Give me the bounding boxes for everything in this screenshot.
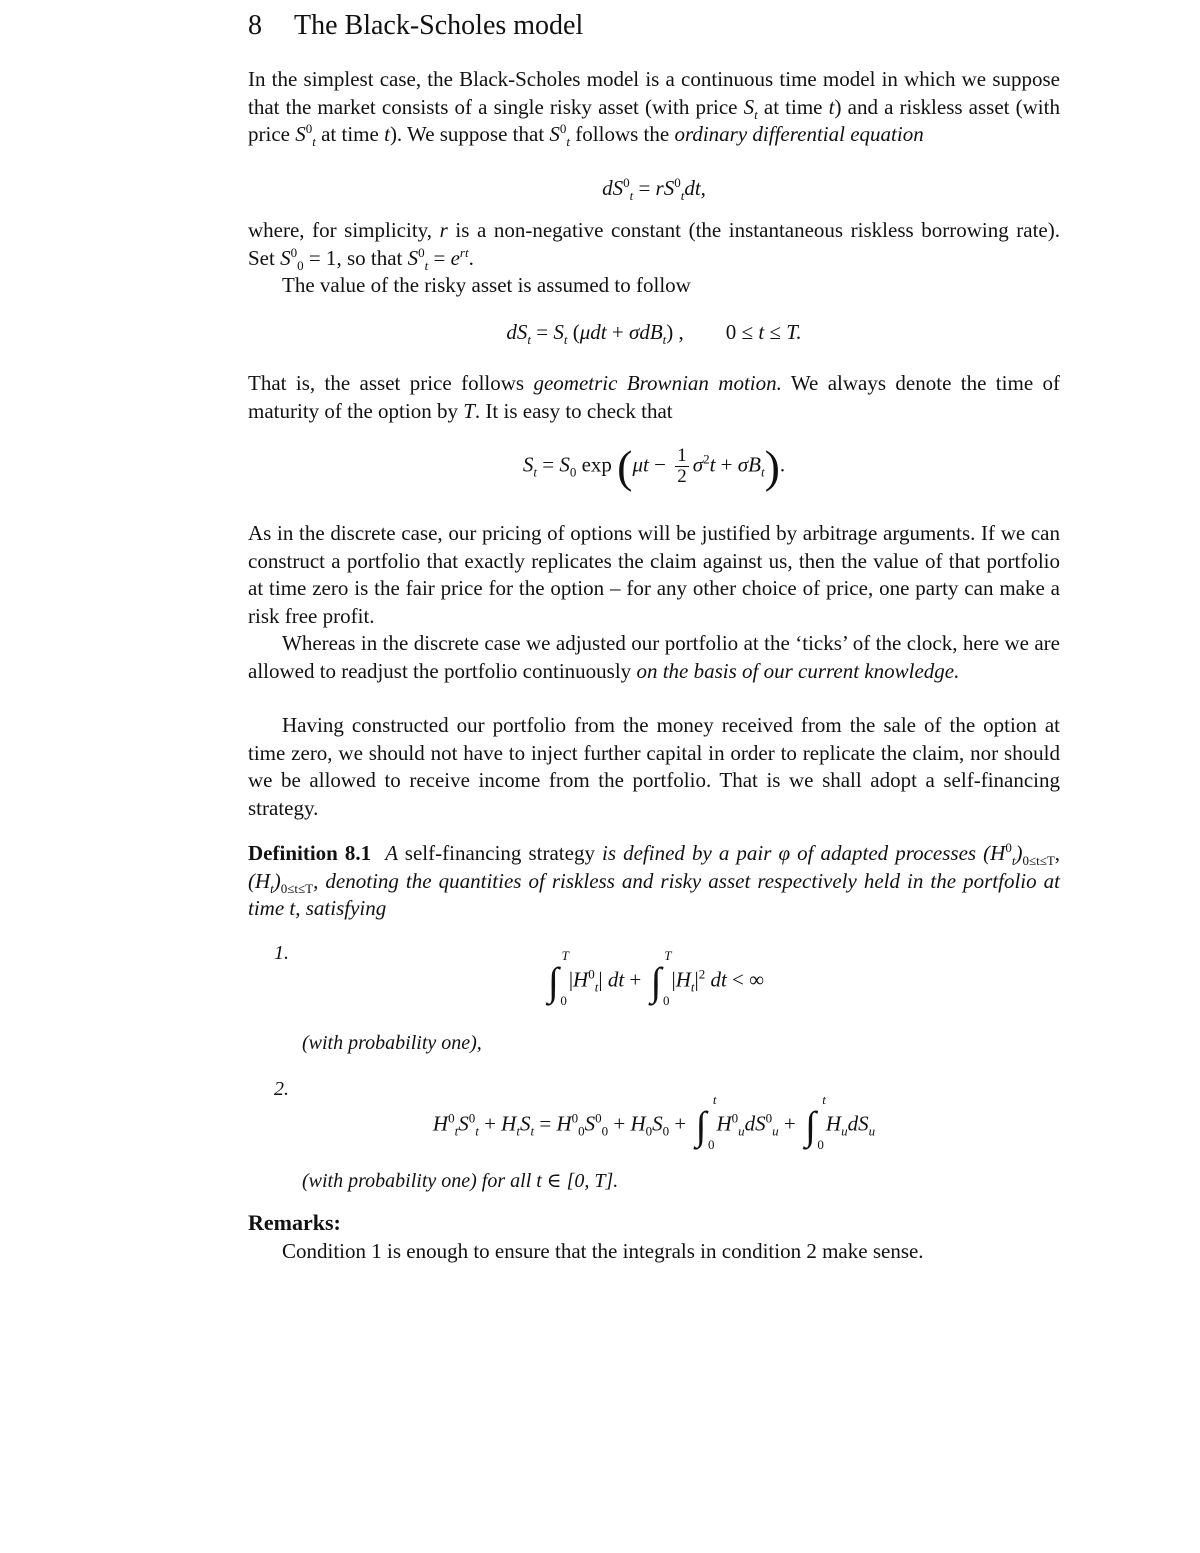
equation-gbm-solution: $S_t = S_0$ exp (μt − $\frac{1}{2}$ $\sigma^2t + \sigma B_t$). [522, 441, 786, 492]
paragraph-self-financing: Having constructed our portfolio from the money received from the sale of the option at time zero, we should not have to inject further capital in order to replicate the claim, nor should we be allowed to receive income from the portfolio. That is we shall adopt a self-financing strategy. [248, 713, 1060, 820]
remarks-heading: Remarks: [248, 1210, 341, 1235]
condition-1-formula: ∫ T 0 $|H^0_t|$ dt + ∫ T 0 $|H_t|^2$ dt < ∞ [547, 948, 765, 1008]
remarks-text: Condition 1 is enough to ensure that the integrals in condition 2 make sense. [282, 1239, 924, 1263]
condition-number-2: 2. [274, 1078, 289, 1100]
condition-1-note: (with probability one), [302, 1032, 482, 1054]
condition-number-1: 1. [274, 942, 289, 964]
definition-label: Definition 8.1 [248, 841, 372, 865]
paragraph-intro: In the simplest case, the Black-Scholes model is a continuous time model in which we suppose that the market consists of a single risky asset (with price $S_t$ at time t) and a riskless asset (with price $S^0_t$ at time t). We suppose that $S^0_t$ follows the ordinary differential equation [248, 67, 1060, 150]
definition-8-1: Definition 8.1 A self-financing strategy is defined by a pair φ of adapted processes $(H^0_t)_{0\le t\le T}$, $(H_t)_{0\le t\le T}$, denoting the quantities of riskless and risky asset respectively held in the portfolio at time t, satisfying [248, 840, 1061, 920]
paragraph-continuous-trading: Whereas in the discrete case we adjusted our portfolio at the ‘ticks’ of the clock, here we are allowed to readjust the portfolio continuously on the basis of our current knowledge. [248, 631, 1060, 683]
equation-gbm-sde: $dS_t = S_t$ (μdt + σdB$_t$) , 0 ≤ t ≤ T. [506, 320, 802, 348]
equation-riskless-ode: $dS^0_t = rS^0_tdt$, [602, 175, 706, 204]
section-title: The Black-Scholes model [294, 10, 584, 41]
emphasis-gbm: geometric Brownian motion. [533, 371, 782, 395]
paragraph-gbm: That is, the asset price follows geometric Brownian motion. We always denote the time of maturity of the option by T. It is easy to check that [248, 371, 1061, 423]
paragraph-risky-asset: The value of the risky asset is assumed to follow [282, 273, 691, 297]
section-heading [248, 10, 583, 42]
paragraph-riskless-rate: where, for simplicity, r is a non-negative constant (the instantaneous riskless borrowing rate). Set $S^0_0 = 1$, so that $S^0_t = e^{rt}$. [248, 218, 1060, 273]
emphasis-ode: ordinary differential equation [674, 122, 924, 146]
condition-2-formula: $H^0_tS^0_t + H_tS_t = H^0_0S^0_0 + H_0S_0$ + ∫ t 0 $H^0_udS^0_u$ + ∫ t 0 $H_udS_u$ [432, 1092, 876, 1152]
section-number: 8 [248, 10, 262, 41]
emphasis-knowledge: on the basis of our current knowledge. [636, 658, 960, 683]
condition-2-note: (with probability one) for all t ∈ [0, T]. [302, 1170, 619, 1192]
paragraph-arbitrage: As in the discrete case, our pricing of options will be justified by arbitrage arguments. If we can construct a portfolio that exactly replicates the claim against us, then the value of that portfolio at time zero is the fair price for the option – for any other choice of price, one party can make a risk free profit. [248, 521, 1060, 628]
